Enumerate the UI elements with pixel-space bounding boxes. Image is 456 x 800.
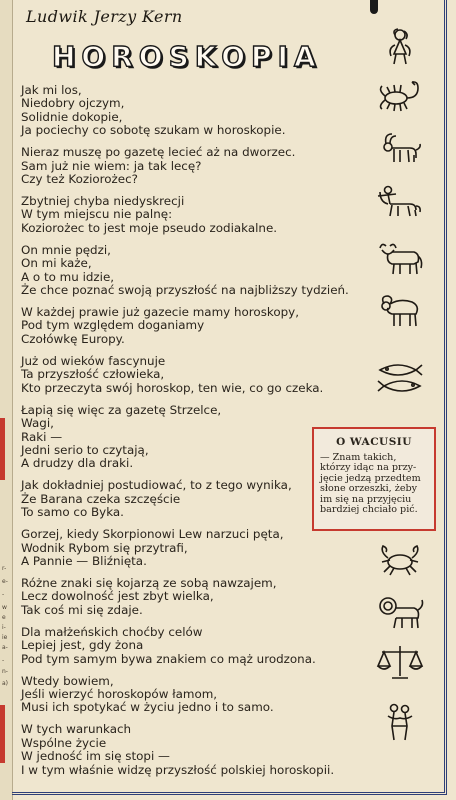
poem-line: Zbytniej chyba niedyskrecji: [21, 194, 185, 209]
poem-line: A o to mu idzie,: [21, 269, 115, 284]
poem-line: Że Barana czeka szczęście: [21, 491, 181, 506]
poem-stanza: [21, 577, 366, 617]
poem-line: Lepiej jest, gdy żona: [21, 638, 144, 653]
poem-stanza: [21, 723, 366, 777]
poem-line: W tym miejscu nie palnę:: [21, 207, 173, 222]
poem-line: Jedni serio to czytają,: [21, 442, 149, 457]
scorpion-icon: [374, 76, 426, 116]
adjacent-text-fragment: -: [2, 657, 5, 664]
poem-line: Ta przyszłość człowieka,: [21, 367, 165, 382]
adjacent-text-fragment: a): [2, 680, 9, 687]
poem-line: Czy też Koziorożec?: [21, 172, 138, 187]
poem-line: Że chce poznać swoją przyszłość na najbliższy tydzień.: [21, 283, 349, 298]
adjacent-text-fragment: ie: [2, 634, 8, 641]
poem-line: Sam już nie wiem: ja tak lecę?: [21, 158, 202, 173]
poem-line: I w tym właśnie widzę przyszłość polskiej horoskopii.: [21, 762, 335, 777]
poem-stanza: [21, 626, 366, 666]
poem-line: Jak mi los,: [21, 83, 82, 97]
article-title: HOROSKOPIA: [52, 40, 322, 73]
poem-line: Pod tym samym bywa znakiem co mąż urodzona.: [21, 651, 316, 666]
poem-line: Jak dokładniej postudiować, to z tego wynika,: [21, 478, 292, 493]
cancer-crab-icon: [374, 540, 426, 580]
poem-line: On mnie pędzi,: [21, 242, 111, 257]
poem-line: W tych warunkach: [21, 722, 132, 737]
libra-scales-icon: [374, 642, 426, 682]
leo-lion-icon: [374, 592, 426, 632]
ink-blot: [370, 0, 378, 14]
adjacent-red-box-edge: [0, 418, 5, 480]
adjacent-text-fragment: w: [2, 604, 7, 611]
poem-line: Niedobry ojczym,: [21, 96, 125, 111]
poem-line: Wodnik Rybom się przytrafi,: [21, 540, 188, 555]
poem-line: Koziorożec to jest moje pseudo zodiakalne.: [21, 220, 278, 235]
poem-line: Czołówkę Europy.: [21, 331, 125, 346]
poem-line: Różne znaki się kojarzą ze sobą nawzajem,: [21, 575, 277, 590]
poem-line: Wtedy bowiem,: [21, 673, 114, 688]
poem-line: Nieraz muszę po gazetę lecieć aż na dworzec.: [21, 145, 296, 160]
poem-stanza: [21, 675, 366, 715]
poem-line: Raki —: [21, 429, 63, 444]
poem-line: Wspólne życie: [21, 735, 107, 750]
poem-stanza: [21, 84, 366, 138]
poem-stanza: [21, 306, 366, 346]
poem-line: Wagi,: [21, 416, 54, 431]
adjacent-text-fragment: e-: [2, 578, 8, 585]
poem-stanza: [21, 244, 366, 298]
poem-line: Pod tym względem doganiamy: [21, 318, 205, 333]
poem-line: To samo co Byka.: [21, 505, 124, 520]
poem-line: A drudzy dla draki.: [21, 456, 134, 471]
capricorn-goat-icon: [374, 128, 426, 168]
adjacent-text-fragment: r-: [2, 565, 7, 572]
adjacent-text-fragment: e: [2, 614, 6, 621]
poem-line: Łapią się więc za gazetę Strzelce,: [21, 402, 222, 417]
poem-line: Już od wieków fascynuje: [21, 353, 166, 368]
poem-line: Solidnie dokopie,: [21, 109, 123, 124]
author-name: Ludwik Jerzy Kern: [26, 7, 183, 26]
poem-line: Kto przeczyta swój horoskop, ten wie, co go czeka.: [21, 380, 324, 395]
adjacent-text-fragment: n-: [2, 668, 8, 675]
poem-stanza: [21, 195, 366, 235]
sidebar-box: [312, 427, 436, 531]
virgo-figure-icon: [374, 26, 426, 66]
gemini-twins-icon: [374, 696, 426, 748]
poem-line: Tak coś mi się zdaje.: [21, 602, 143, 617]
adjacent-red-box-edge: [0, 705, 5, 763]
pisces-fish-icon: [374, 358, 426, 398]
poem-line: Gorzej, kiedy Skorpionowi Lew narzuci pęta,: [21, 527, 284, 542]
adjacent-text-fragment: i-: [2, 624, 6, 631]
poem-line: W jedność im się stopi —: [21, 749, 170, 764]
poem-stanza: [21, 146, 366, 186]
poem-line: W każdej prawie już gazecie mamy horoskopy,: [21, 305, 300, 320]
sidebar-box-title: O WACUSIU: [336, 436, 412, 448]
poem-line: A Pannie — Bliźnięta.: [21, 553, 147, 568]
poem-line: Musi ich spotykać w życiu jedno i to samo.: [21, 700, 274, 715]
poem-stanza: [21, 355, 366, 395]
adjacent-text-fragment: -: [2, 591, 5, 598]
poem-line: Ja pociechy co sobotę szukam w horoskopie.: [21, 123, 286, 138]
poem-line: On mi każe,: [21, 256, 92, 271]
poem-stanza: [21, 528, 366, 568]
poem-line: Lecz dowolność jest zbyt wielka,: [21, 589, 214, 604]
poem-line: Jeśli wierzyć horoskopów łamom,: [21, 686, 218, 701]
poem-line: Dla małżeńskich choćby celów: [21, 624, 203, 639]
adjacent-text-fragment: a-: [2, 644, 8, 651]
taurus-bull-icon: [374, 238, 426, 278]
sidebar-box-text: — Znam takich, którzy idąc na przy- jęcie jedzą przedtem słone orzeszki, żeby im się na przyjęciu bardziej chciało pić.: [320, 452, 421, 516]
aries-ram-icon: [374, 290, 426, 330]
sagittarius-centaur-icon: [374, 182, 426, 222]
